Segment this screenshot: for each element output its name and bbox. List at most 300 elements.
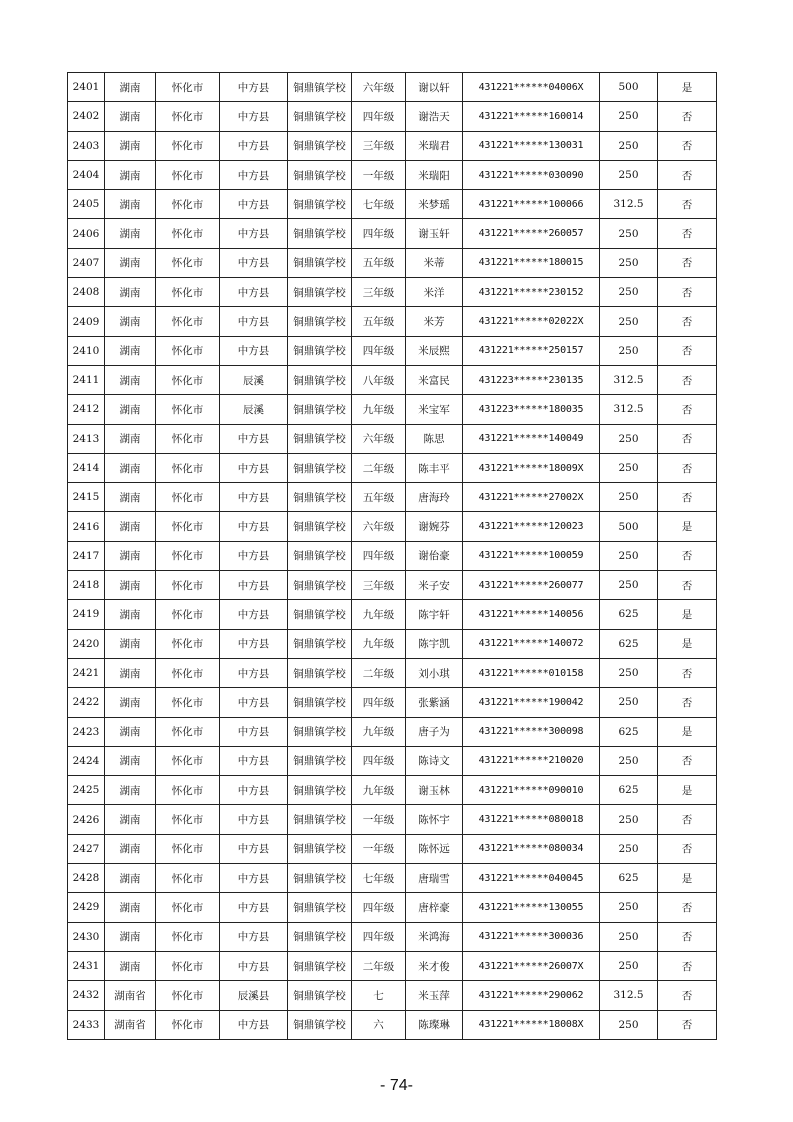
- city-cell: 怀化市: [156, 864, 220, 893]
- amount-cell: 250: [600, 688, 658, 717]
- county-cell: 中方县: [220, 600, 288, 629]
- amount-cell: 250: [600, 1010, 658, 1039]
- table-row: [68, 922, 717, 951]
- grade-cell: 四年级: [352, 541, 406, 570]
- student-name-cell: 米瑞阳: [406, 160, 463, 189]
- id-number-cell: 431221******26007X: [463, 951, 600, 980]
- student-name-cell: 张紫涵: [406, 688, 463, 717]
- id-number-cell: 431223******180035: [463, 395, 600, 424]
- grade-cell: 二年级: [352, 658, 406, 687]
- row-number-cell: 2413: [68, 424, 105, 453]
- county-cell: 中方县: [220, 73, 288, 102]
- province-cell: 湖南: [105, 102, 156, 131]
- flag-cell: 否: [658, 424, 717, 453]
- grade-cell: 六年级: [352, 424, 406, 453]
- flag-cell: 是: [658, 776, 717, 805]
- id-number-cell: 431221******27002X: [463, 483, 600, 512]
- city-cell: 怀化市: [156, 600, 220, 629]
- flag-cell: 是: [658, 600, 717, 629]
- county-cell: 中方县: [220, 453, 288, 482]
- table-row: [68, 190, 717, 219]
- id-number-cell: 431221******010158: [463, 658, 600, 687]
- city-cell: 怀化市: [156, 190, 220, 219]
- county-cell: 中方县: [220, 1010, 288, 1039]
- id-number-cell: 431221******130031: [463, 131, 600, 160]
- county-cell: 中方县: [220, 483, 288, 512]
- county-cell: 中方县: [220, 219, 288, 248]
- flag-cell: 是: [658, 717, 717, 746]
- amount-cell: 250: [600, 102, 658, 131]
- row-number-cell: 2420: [68, 629, 105, 658]
- student-name-cell: 米子安: [406, 571, 463, 600]
- table-row: [68, 981, 717, 1010]
- city-cell: 怀化市: [156, 541, 220, 570]
- flag-cell: 是: [658, 73, 717, 102]
- school-cell: 铜鼎镇学校: [288, 395, 352, 424]
- province-cell: 湖南: [105, 278, 156, 307]
- province-cell: 湖南: [105, 571, 156, 600]
- school-cell: 铜鼎镇学校: [288, 336, 352, 365]
- student-name-cell: 陈宇轩: [406, 600, 463, 629]
- school-cell: 铜鼎镇学校: [288, 453, 352, 482]
- student-name-cell: 唐子为: [406, 717, 463, 746]
- city-cell: 怀化市: [156, 571, 220, 600]
- city-cell: 怀化市: [156, 219, 220, 248]
- city-cell: 怀化市: [156, 73, 220, 102]
- row-number-cell: 2428: [68, 864, 105, 893]
- row-number-cell: 2412: [68, 395, 105, 424]
- city-cell: 怀化市: [156, 893, 220, 922]
- amount-cell: 250: [600, 278, 658, 307]
- amount-cell: 250: [600, 746, 658, 775]
- city-cell: 怀化市: [156, 834, 220, 863]
- province-cell: 湖南: [105, 395, 156, 424]
- grade-cell: 七年级: [352, 864, 406, 893]
- table-row: [68, 483, 717, 512]
- grade-cell: 四年级: [352, 746, 406, 775]
- school-cell: 铜鼎镇学校: [288, 834, 352, 863]
- city-cell: 怀化市: [156, 1010, 220, 1039]
- student-name-cell: 谢玉轩: [406, 219, 463, 248]
- id-number-cell: 431221******090010: [463, 776, 600, 805]
- id-number-cell: 431221******04006X: [463, 73, 600, 102]
- id-number-cell: 431221******260077: [463, 571, 600, 600]
- county-cell: 中方县: [220, 102, 288, 131]
- province-cell: 湖南: [105, 893, 156, 922]
- amount-cell: 250: [600, 922, 658, 951]
- row-number-cell: 2403: [68, 131, 105, 160]
- id-number-cell: 431221******300098: [463, 717, 600, 746]
- city-cell: 怀化市: [156, 483, 220, 512]
- city-cell: 怀化市: [156, 365, 220, 394]
- province-cell: 湖南: [105, 688, 156, 717]
- student-name-cell: 谢浩天: [406, 102, 463, 131]
- province-cell: 湖南: [105, 864, 156, 893]
- amount-cell: 250: [600, 219, 658, 248]
- table-row: [68, 658, 717, 687]
- table-row: [68, 893, 717, 922]
- student-name-cell: 米洋: [406, 278, 463, 307]
- id-number-cell: 431221******030090: [463, 160, 600, 189]
- table-row: [68, 864, 717, 893]
- county-cell: 中方县: [220, 541, 288, 570]
- table-row: [68, 131, 717, 160]
- city-cell: 怀化市: [156, 336, 220, 365]
- province-cell: 湖南省: [105, 1010, 156, 1039]
- school-cell: 铜鼎镇学校: [288, 248, 352, 277]
- table-row: [68, 600, 717, 629]
- amount-cell: 250: [600, 571, 658, 600]
- id-number-cell: 431221******180015: [463, 248, 600, 277]
- flag-cell: 否: [658, 541, 717, 570]
- city-cell: 怀化市: [156, 951, 220, 980]
- row-number-cell: 2433: [68, 1010, 105, 1039]
- id-number-cell: 431221******100066: [463, 190, 600, 219]
- province-cell: 湖南: [105, 248, 156, 277]
- student-name-cell: 米富民: [406, 365, 463, 394]
- amount-cell: 250: [600, 336, 658, 365]
- table-row: [68, 160, 717, 189]
- flag-cell: 否: [658, 160, 717, 189]
- school-cell: 铜鼎镇学校: [288, 893, 352, 922]
- province-cell: 湖南: [105, 776, 156, 805]
- school-cell: 铜鼎镇学校: [288, 746, 352, 775]
- school-cell: 铜鼎镇学校: [288, 483, 352, 512]
- school-cell: 铜鼎镇学校: [288, 951, 352, 980]
- grade-cell: 四年级: [352, 688, 406, 717]
- flag-cell: 否: [658, 571, 717, 600]
- student-name-cell: 米瑞君: [406, 131, 463, 160]
- student-name-cell: 唐梓豪: [406, 893, 463, 922]
- flag-cell: 否: [658, 922, 717, 951]
- id-number-cell: 431221******210020: [463, 746, 600, 775]
- student-name-cell: 米蒂: [406, 248, 463, 277]
- student-name-cell: 刘小琪: [406, 658, 463, 687]
- amount-cell: 312.5: [600, 395, 658, 424]
- id-number-cell: 431221******040045: [463, 864, 600, 893]
- city-cell: 怀化市: [156, 746, 220, 775]
- school-cell: 铜鼎镇学校: [288, 160, 352, 189]
- grade-cell: 一年级: [352, 834, 406, 863]
- amount-cell: 312.5: [600, 981, 658, 1010]
- table-row: [68, 776, 717, 805]
- county-cell: 中方县: [220, 893, 288, 922]
- province-cell: 湖南: [105, 365, 156, 394]
- school-cell: 铜鼎镇学校: [288, 190, 352, 219]
- student-name-cell: 陈怀远: [406, 834, 463, 863]
- city-cell: 怀化市: [156, 160, 220, 189]
- city-cell: 怀化市: [156, 776, 220, 805]
- table-row: [68, 717, 717, 746]
- id-number-cell: 431223******230135: [463, 365, 600, 394]
- flag-cell: 否: [658, 1010, 717, 1039]
- county-cell: 中方县: [220, 160, 288, 189]
- table-row: [68, 512, 717, 541]
- school-cell: 铜鼎镇学校: [288, 629, 352, 658]
- province-cell: 湖南: [105, 131, 156, 160]
- student-name-cell: 陈丰平: [406, 453, 463, 482]
- student-name-cell: 米宝军: [406, 395, 463, 424]
- amount-cell: 250: [600, 160, 658, 189]
- province-cell: 湖南: [105, 717, 156, 746]
- county-cell: 中方县: [220, 307, 288, 336]
- row-number-cell: 2427: [68, 834, 105, 863]
- county-cell: 中方县: [220, 776, 288, 805]
- row-number-cell: 2418: [68, 571, 105, 600]
- amount-cell: 250: [600, 893, 658, 922]
- city-cell: 怀化市: [156, 717, 220, 746]
- flag-cell: 是: [658, 629, 717, 658]
- province-cell: 湖南: [105, 629, 156, 658]
- table-row: [68, 102, 717, 131]
- province-cell: 湖南省: [105, 981, 156, 1010]
- table-row: [68, 424, 717, 453]
- school-cell: 铜鼎镇学校: [288, 600, 352, 629]
- province-cell: 湖南: [105, 73, 156, 102]
- table-row: [68, 336, 717, 365]
- grade-cell: 四年级: [352, 336, 406, 365]
- province-cell: 湖南: [105, 512, 156, 541]
- flag-cell: 否: [658, 395, 717, 424]
- table-row: [68, 571, 717, 600]
- roster-body: [68, 73, 717, 1040]
- student-name-cell: 陈诗文: [406, 746, 463, 775]
- amount-cell: 625: [600, 864, 658, 893]
- grade-cell: 六年级: [352, 512, 406, 541]
- province-cell: 湖南: [105, 424, 156, 453]
- province-cell: 湖南: [105, 307, 156, 336]
- school-cell: 铜鼎镇学校: [288, 424, 352, 453]
- grade-cell: 九年级: [352, 629, 406, 658]
- flag-cell: 是: [658, 512, 717, 541]
- city-cell: 怀化市: [156, 805, 220, 834]
- id-number-cell: 431221******190042: [463, 688, 600, 717]
- grade-cell: 六: [352, 1010, 406, 1039]
- grade-cell: 二年级: [352, 453, 406, 482]
- amount-cell: 312.5: [600, 190, 658, 219]
- county-cell: 中方县: [220, 629, 288, 658]
- city-cell: 怀化市: [156, 248, 220, 277]
- province-cell: 湖南: [105, 600, 156, 629]
- grade-cell: 三年级: [352, 131, 406, 160]
- county-cell: 中方县: [220, 746, 288, 775]
- row-number-cell: 2411: [68, 365, 105, 394]
- school-cell: 铜鼎镇学校: [288, 688, 352, 717]
- table-row: [68, 541, 717, 570]
- school-cell: 铜鼎镇学校: [288, 981, 352, 1010]
- school-cell: 铜鼎镇学校: [288, 512, 352, 541]
- amount-cell: 250: [600, 541, 658, 570]
- grade-cell: 三年级: [352, 278, 406, 307]
- flag-cell: 否: [658, 483, 717, 512]
- flag-cell: 否: [658, 688, 717, 717]
- row-number-cell: 2424: [68, 746, 105, 775]
- school-cell: 铜鼎镇学校: [288, 717, 352, 746]
- student-name-cell: 谢以轩: [406, 73, 463, 102]
- city-cell: 怀化市: [156, 981, 220, 1010]
- table-row: [68, 395, 717, 424]
- flag-cell: 否: [658, 453, 717, 482]
- id-number-cell: 431221******140072: [463, 629, 600, 658]
- amount-cell: 500: [600, 73, 658, 102]
- student-name-cell: 米芳: [406, 307, 463, 336]
- grade-cell: 一年级: [352, 805, 406, 834]
- county-cell: 中方县: [220, 336, 288, 365]
- grade-cell: 九年级: [352, 717, 406, 746]
- flag-cell: 否: [658, 746, 717, 775]
- row-number-cell: 2432: [68, 981, 105, 1010]
- amount-cell: 250: [600, 424, 658, 453]
- row-number-cell: 2416: [68, 512, 105, 541]
- student-name-cell: 米才俊: [406, 951, 463, 980]
- table-row: [68, 688, 717, 717]
- student-name-cell: 陈宇凯: [406, 629, 463, 658]
- page-number: - 74-: [380, 1077, 413, 1094]
- id-number-cell: 431221******300036: [463, 922, 600, 951]
- province-cell: 湖南: [105, 834, 156, 863]
- county-cell: 中方县: [220, 717, 288, 746]
- table-row: [68, 73, 717, 102]
- city-cell: 怀化市: [156, 395, 220, 424]
- id-number-cell: 431221******250157: [463, 336, 600, 365]
- city-cell: 怀化市: [156, 629, 220, 658]
- school-cell: 铜鼎镇学校: [288, 131, 352, 160]
- amount-cell: 250: [600, 131, 658, 160]
- school-cell: 铜鼎镇学校: [288, 73, 352, 102]
- flag-cell: 否: [658, 102, 717, 131]
- province-cell: 湖南: [105, 805, 156, 834]
- county-cell: 中方县: [220, 278, 288, 307]
- school-cell: 铜鼎镇学校: [288, 864, 352, 893]
- student-name-cell: 陈怀宇: [406, 805, 463, 834]
- province-cell: 湖南: [105, 483, 156, 512]
- school-cell: 铜鼎镇学校: [288, 541, 352, 570]
- city-cell: 怀化市: [156, 512, 220, 541]
- province-cell: 湖南: [105, 922, 156, 951]
- table-row: [68, 307, 717, 336]
- county-cell: 中方县: [220, 190, 288, 219]
- row-number-cell: 2426: [68, 805, 105, 834]
- flag-cell: 否: [658, 336, 717, 365]
- school-cell: 铜鼎镇学校: [288, 365, 352, 394]
- county-cell: 辰溪: [220, 365, 288, 394]
- table-row: [68, 629, 717, 658]
- city-cell: 怀化市: [156, 658, 220, 687]
- grade-cell: 二年级: [352, 951, 406, 980]
- row-number-cell: 2405: [68, 190, 105, 219]
- student-name-cell: 米玉萍: [406, 981, 463, 1010]
- row-number-cell: 2430: [68, 922, 105, 951]
- flag-cell: 否: [658, 805, 717, 834]
- table-row: [68, 1010, 717, 1039]
- county-cell: 辰溪县: [220, 981, 288, 1010]
- flag-cell: 否: [658, 278, 717, 307]
- amount-cell: 250: [600, 483, 658, 512]
- row-number-cell: 2425: [68, 776, 105, 805]
- student-name-cell: 唐瑞雪: [406, 864, 463, 893]
- amount-cell: 625: [600, 629, 658, 658]
- school-cell: 铜鼎镇学校: [288, 922, 352, 951]
- row-number-cell: 2415: [68, 483, 105, 512]
- amount-cell: 250: [600, 805, 658, 834]
- grade-cell: 六年级: [352, 73, 406, 102]
- flag-cell: 否: [658, 307, 717, 336]
- id-number-cell: 431221******160014: [463, 102, 600, 131]
- id-number-cell: 431221******140049: [463, 424, 600, 453]
- grade-cell: 五年级: [352, 483, 406, 512]
- county-cell: 中方县: [220, 131, 288, 160]
- city-cell: 怀化市: [156, 131, 220, 160]
- county-cell: 中方县: [220, 688, 288, 717]
- province-cell: 湖南: [105, 658, 156, 687]
- school-cell: 铜鼎镇学校: [288, 278, 352, 307]
- city-cell: 怀化市: [156, 102, 220, 131]
- student-name-cell: 陈思: [406, 424, 463, 453]
- amount-cell: 250: [600, 951, 658, 980]
- id-number-cell: 431221******140056: [463, 600, 600, 629]
- grade-cell: 五年级: [352, 307, 406, 336]
- student-name-cell: 陈璨琳: [406, 1010, 463, 1039]
- grade-cell: 三年级: [352, 571, 406, 600]
- flag-cell: 否: [658, 981, 717, 1010]
- city-cell: 怀化市: [156, 922, 220, 951]
- city-cell: 怀化市: [156, 307, 220, 336]
- id-number-cell: 431221******18009X: [463, 453, 600, 482]
- row-number-cell: 2407: [68, 248, 105, 277]
- province-cell: 湖南: [105, 190, 156, 219]
- province-cell: 湖南: [105, 219, 156, 248]
- school-cell: 铜鼎镇学校: [288, 219, 352, 248]
- id-number-cell: 431221******120023: [463, 512, 600, 541]
- province-cell: 湖南: [105, 541, 156, 570]
- province-cell: 湖南: [105, 951, 156, 980]
- flag-cell: 否: [658, 951, 717, 980]
- id-number-cell: 431221******100059: [463, 541, 600, 570]
- amount-cell: 250: [600, 453, 658, 482]
- county-cell: 中方县: [220, 951, 288, 980]
- table-row: [68, 746, 717, 775]
- county-cell: 中方县: [220, 512, 288, 541]
- student-name-cell: 米鸿海: [406, 922, 463, 951]
- grade-cell: 四年级: [352, 893, 406, 922]
- school-cell: 铜鼎镇学校: [288, 805, 352, 834]
- flag-cell: 否: [658, 893, 717, 922]
- flag-cell: 否: [658, 131, 717, 160]
- province-cell: 湖南: [105, 160, 156, 189]
- grade-cell: 八年级: [352, 365, 406, 394]
- grade-cell: 九年级: [352, 395, 406, 424]
- row-number-cell: 2431: [68, 951, 105, 980]
- grade-cell: 一年级: [352, 160, 406, 189]
- grade-cell: 四年级: [352, 102, 406, 131]
- county-cell: 中方县: [220, 805, 288, 834]
- id-number-cell: 431221******230152: [463, 278, 600, 307]
- amount-cell: 250: [600, 248, 658, 277]
- flag-cell: 否: [658, 365, 717, 394]
- county-cell: 中方县: [220, 658, 288, 687]
- county-cell: 中方县: [220, 922, 288, 951]
- city-cell: 怀化市: [156, 424, 220, 453]
- grade-cell: 五年级: [352, 248, 406, 277]
- grade-cell: 四年级: [352, 922, 406, 951]
- amount-cell: 312.5: [600, 365, 658, 394]
- table-row: [68, 278, 717, 307]
- amount-cell: 250: [600, 307, 658, 336]
- county-cell: 辰溪: [220, 395, 288, 424]
- row-number-cell: 2401: [68, 73, 105, 102]
- city-cell: 怀化市: [156, 688, 220, 717]
- county-cell: 中方县: [220, 864, 288, 893]
